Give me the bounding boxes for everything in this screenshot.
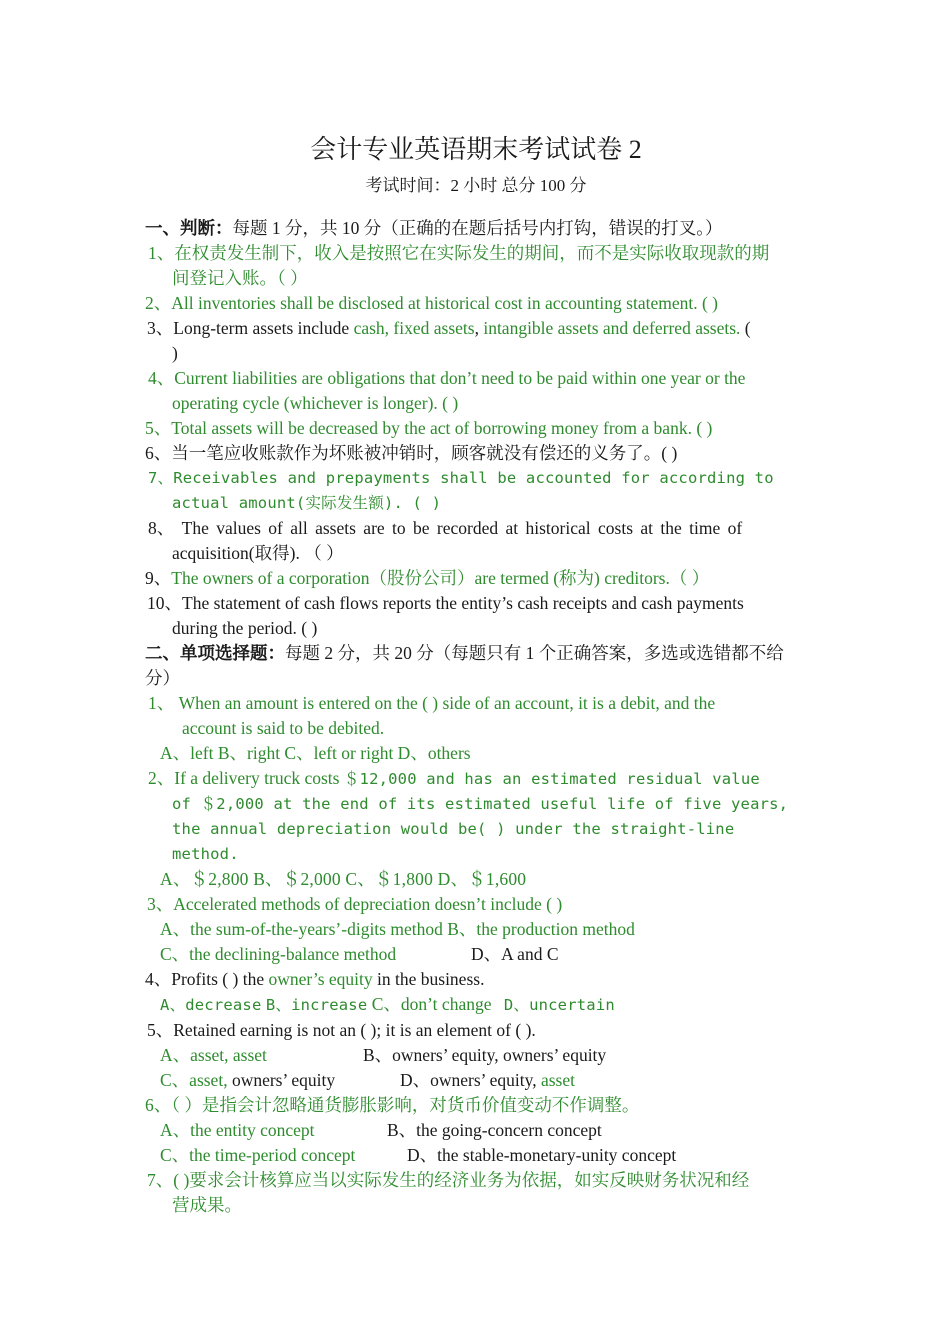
section2-desc-cont: 分）: [145, 668, 180, 688]
s2-q3-opt-d: D、A and C: [471, 944, 559, 964]
s1-q3-green2: intangible assets and deferred assets.: [483, 318, 741, 338]
s1-q3-comma: ,: [474, 318, 484, 338]
s2-q5-options-cd: [145, 1068, 807, 1093]
s2-q2-text-mono: ＄12,000 and has an estimated residual value: [343, 770, 760, 788]
s2-q4-opt-b: B、increase: [265, 996, 368, 1014]
s2-q2-line2: of ＄2,000 at the end of its estimated useful life of five years,: [172, 795, 789, 813]
s1-q9-text: The owners of a corporation（股份公司）are termed (称为) creditors.（ ）: [171, 568, 710, 588]
s2-q3-opt-c: C、the declining-balance method: [160, 944, 397, 964]
s1-q3-line2: ): [172, 343, 178, 363]
s2-q5-options-ab: [145, 1043, 807, 1068]
section1-desc: 每题 1 分，共 10 分（正确的在题后括号内打钩，错误的打叉。）: [232, 218, 723, 238]
s2-q4: [145, 967, 807, 992]
s1-q10-line2: during the period. ( ): [172, 618, 318, 638]
s2-q5-opt-d-black: D、owners’ equity,: [400, 1070, 541, 1090]
s1-q5: 5、Total assets will be decreased by the act of borrowing money from a bank. ( ): [145, 418, 713, 438]
s1-q3-num: 3、: [147, 318, 174, 338]
section2-desc: 每题 2 分，共 20 分（每题只有 1 个正确答案，多选或选错都不给: [285, 643, 784, 663]
s2-q2-options-text: A、＄2,800 B、＄2,000 C、＄1,800 D、＄1,600: [160, 869, 527, 889]
s1-q3-text: Long-term assets include: [173, 318, 354, 338]
s2-q6: 6、（ ）是指会计忽略通货膨胀影响，对货币价值变动不作调整。: [145, 1095, 640, 1115]
s2-q7-line1: 7、( )要求会计核算应当以实际发生的经济业务为依据，如实反映财务状况和经: [147, 1170, 750, 1190]
s2-q5: 5、Retained earning is not an ( ); it is an element of ( ).: [147, 1020, 536, 1040]
s2-q1-options: A、left B、right C、left or right D、others: [160, 743, 471, 763]
s1-q3-green1: cash, fixed assets: [353, 318, 475, 338]
s1-q2: 2、All inventories shall be disclosed at historical cost in accounting statement. ( ): [145, 293, 718, 313]
s2-q2-line4: method.: [172, 845, 239, 863]
s2-q2-options: [145, 867, 807, 892]
s1-q1-line2: 间登记入账。（ ）: [172, 268, 308, 288]
section1-header: [145, 216, 807, 241]
s2-q6-opt-b: B、the going-concern concept: [387, 1120, 602, 1140]
s2-q5-opt-b: B、owners’ equity, owners’ equity: [363, 1045, 607, 1065]
section2-header: [145, 641, 807, 666]
section1-heading: 一、判断：: [145, 218, 233, 238]
s2-q3-options-cd: [145, 942, 807, 967]
s1-q7-line1: 7、Receivables and prepayments shall be accounted for according to: [148, 469, 774, 487]
s2-q4-options: [145, 992, 807, 1018]
s1-q3-line1: [145, 316, 807, 341]
s2-q2-text: If a delivery truck costs: [174, 768, 344, 788]
s1-q7-line2: actual amount(实际发生额). ( ): [172, 494, 442, 512]
s2-q1-line1: 1、 When an amount is entered on the ( ) side of an account, it is a debit, and the: [148, 693, 716, 713]
s1-q4-line2: operating cycle (whichever is longer). ( ): [172, 393, 459, 413]
s2-q4-pre: 4、Profits ( ) the: [145, 969, 269, 989]
s2-q3: 3、Accelerated methods of depreciation doesn’t include ( ): [147, 894, 563, 914]
s1-q9-num: 9、: [145, 568, 172, 588]
s2-q6-opt-c: C、the time-period concept: [160, 1145, 356, 1165]
s2-q6-opt-a: A、the entity concept: [160, 1120, 315, 1140]
s2-q6-options-cd: [145, 1143, 807, 1168]
exam-info: 考试时间：2 小时 总分 100 分: [365, 176, 587, 195]
s1-q10-line1: 10、The statement of cash flows reports the entity’s cash receipts and cash payments: [147, 593, 744, 613]
s2-q6-opt-d: D、the stable-monetary-unity concept: [407, 1145, 677, 1165]
s2-q2-line1: [145, 766, 807, 792]
s1-q9: [145, 566, 807, 591]
s2-q4-green: owner’s equity: [268, 969, 373, 989]
section2-heading: 二、单项选择题：: [145, 643, 285, 663]
s2-q2-line3: the annual depreciation would be( ) under the straight-line: [172, 820, 735, 838]
s1-q1-line1: 1、在权责发生制下，收入是按照它在实际发生的期间，而不是实际收取现款的期: [148, 243, 770, 263]
s2-q5-opt-c-black: owners’ equity: [227, 1070, 336, 1090]
s1-q6: 6、当一笔应收账款作为坏账被冲销时，顾客就没有偿还的义务了。( ): [145, 443, 678, 463]
s2-q1-line2: account is said to be debited.: [182, 718, 385, 738]
s1-q3-end: (: [740, 318, 751, 338]
s1-q4-line1: 4、Current liabilities are obligations that don’t need to be paid within one year or the: [148, 368, 746, 388]
s2-q6-options-ab: [145, 1118, 807, 1143]
s2-q5-opt-c: [160, 1068, 400, 1093]
s2-q3-options-ab: A、the sum-of-the-years’-digits method B、the production method: [160, 919, 635, 939]
s2-q4-opt-d: D、uncertain: [503, 996, 615, 1014]
exam-page: [145, 132, 807, 1218]
s2-q5-opt-d-green: asset: [540, 1070, 575, 1090]
s2-q4-post: in the business.: [372, 969, 485, 989]
s2-q4-opt-c: C、don’t change: [371, 994, 492, 1014]
s1-q8-line2: acquisition(取得). （ ）: [172, 543, 344, 563]
s2-q7-line2: 营成果。: [172, 1195, 242, 1215]
s2-q4-opt-a: A、decrease: [160, 996, 262, 1014]
s2-q5-opt-c-green: C、asset,: [160, 1070, 228, 1090]
s2-q5-opt-a: A、asset, asset: [160, 1045, 267, 1065]
page-title: 会计专业英语期末考试试卷 2: [310, 135, 642, 164]
s1-q8-line1: 8、 The values of all assets are to be recorded at historical costs at the time of: [148, 518, 743, 538]
s2-q2-num: 2、: [148, 768, 175, 788]
